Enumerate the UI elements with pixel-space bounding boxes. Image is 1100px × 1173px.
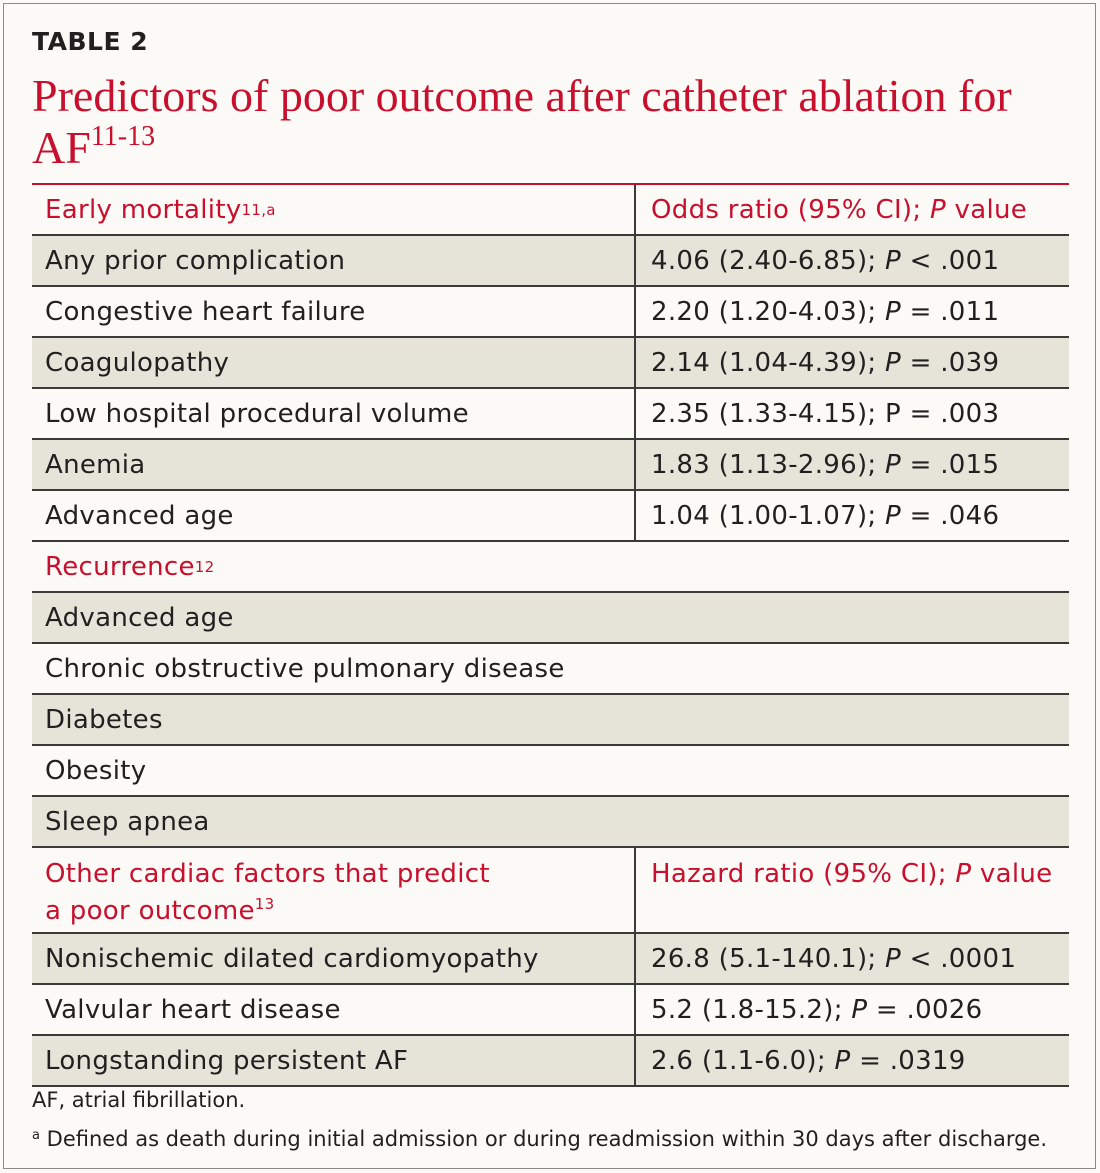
section-header-cardiac — [32, 848, 1069, 934]
table-row: Nonischemic dilated cardiomyopathy 26.8 (5.1-140.1); P < .0001 — [32, 934, 1069, 985]
column-header: Hazard ratio (95% CI); P value — [634, 848, 1069, 932]
footnote-abbreviation: AF, atrial fibrillation. — [32, 1088, 246, 1112]
section-heading: Other cardiac factors that predict a poor outcome$^{13}$ — [45, 859, 490, 926]
table-row: Any prior complication 4.06 (2.40-6.85); P < .001 — [32, 236, 1069, 287]
table-row: Low hospital procedural volume 2.35 (1.33-4.15); P = .003 — [32, 389, 1069, 440]
table-row: Congestive heart failure 2.20 (1.20-4.03); P = .011 — [32, 287, 1069, 338]
column-header: Odds ratio (95% CI); P value — [634, 185, 1069, 234]
table-row: Advanced age — [32, 593, 1069, 644]
table-label: TABLE 2 — [32, 27, 149, 56]
section-header-mortality: Early mortality 11,a Odds ratio (95% CI); P value — [32, 185, 1069, 236]
section-heading: Early mortality — [45, 194, 242, 225]
footnote-a: $^a$ Defined as death during initial admission or during readmission within 30 days after discharge. — [32, 1127, 1048, 1151]
section-header-recurrence: Recurrence 12 — [32, 542, 1069, 593]
predictors-table — [32, 183, 1069, 1087]
section-heading: Recurrence — [45, 551, 195, 582]
table-row: Anemia 1.83 (1.13-2.96); P = .015 — [32, 440, 1069, 491]
table-row: Advanced age 1.04 (1.00-1.07); P = .046 — [32, 491, 1069, 542]
title-ref: 11-13 — [90, 121, 156, 152]
table-row: Sleep apnea — [32, 797, 1069, 848]
table-row: Longstanding persistent AF 2.6 (1.1-6.0); P = .0319 — [32, 1036, 1069, 1087]
table-row: Valvular heart disease 5.2 (1.8-15.2); P = .0026 — [32, 985, 1069, 1036]
table-row: Coagulopathy 2.14 (1.04-4.39); P = .039 — [32, 338, 1069, 389]
table-row: Obesity — [32, 746, 1069, 797]
table-title: Predictors of poor outcome after catheter ablation for AF$^{11-13}$ — [32, 70, 1012, 173]
table-row: Diabetes — [32, 695, 1069, 746]
table-row: Chronic obstructive pulmonary disease — [32, 644, 1069, 695]
